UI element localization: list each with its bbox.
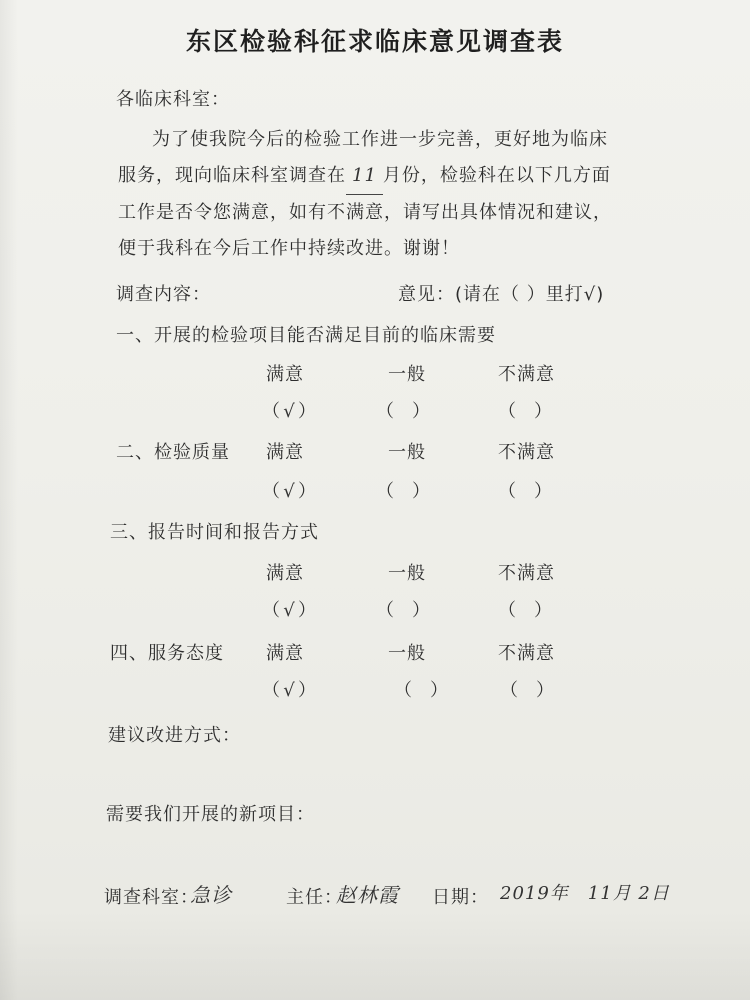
q1-option-average: 一般 — [388, 364, 426, 385]
paren-open: （ — [394, 680, 412, 701]
q2-checkbox-satisfied[interactable] — [262, 483, 316, 501]
paren-close: ） — [298, 680, 316, 701]
q2-option-satisfied: 满意 — [266, 442, 304, 463]
intro-line-1: 为了使我院今后的检验工作进一步完善，更好地为临床 — [152, 129, 608, 150]
q3-option-unsatisfied: 不满意 — [498, 563, 555, 584]
q3-checkbox-unsatisfied[interactable] — [498, 602, 552, 620]
paren-open: （ — [498, 600, 516, 621]
paren-open: （ — [262, 600, 280, 621]
survey-month-field[interactable]: 11 — [346, 158, 383, 195]
date-label: 日期： — [432, 887, 489, 908]
question-4-label: 四、服务态度 — [110, 643, 224, 664]
paren-close: ） — [534, 481, 552, 502]
salutation: 各临床科室： — [116, 89, 230, 110]
opinion-instruction: 意见：(请在（ ）里打√) — [398, 284, 605, 305]
new-projects-input-area[interactable] — [326, 806, 686, 866]
q2-option-unsatisfied: 不满意 — [498, 442, 555, 463]
q3-checkbox-satisfied[interactable] — [262, 602, 316, 620]
paren-open: （ — [376, 401, 394, 422]
intro-line-2-after: 月份，检验科在以下几方面 — [382, 165, 611, 186]
intro-paragraph — [118, 122, 638, 267]
paren-open: （ — [262, 401, 280, 422]
q1-option-satisfied: 满意 — [266, 364, 304, 385]
paren-close: ） — [298, 481, 316, 502]
q4-checkbox-unsatisfied[interactable] — [500, 682, 554, 700]
q4-checkbox-satisfied[interactable] — [262, 682, 316, 700]
director-label: 主任： — [286, 887, 343, 908]
dept-value-field[interactable]: 急诊 — [190, 883, 232, 907]
paren-open: （ — [498, 481, 516, 502]
intro-line-3: 工作是否令您满意，如有不满意，请写出具体情况和建议， — [118, 202, 612, 223]
paren-close: ） — [412, 401, 430, 422]
page-shadow-bottom — [0, 910, 750, 1000]
form-title: 东区检验科征求临床意见调查表 — [185, 27, 564, 56]
check-mark-icon: √ — [283, 600, 295, 621]
question-2-label: 二、检验质量 — [116, 442, 230, 463]
question-3-label: 三、报告时间和报告方式 — [110, 522, 319, 543]
paren-close: ） — [430, 680, 448, 701]
q1-checkbox-average[interactable] — [376, 403, 430, 421]
paren-close: ） — [412, 600, 430, 621]
improvement-label: 建议改进方式： — [108, 725, 241, 746]
improvement-input-area[interactable] — [246, 727, 666, 787]
q3-option-satisfied: 满意 — [266, 563, 304, 584]
q2-option-average: 一般 — [388, 442, 426, 463]
q4-checkbox-average[interactable] — [394, 682, 448, 700]
q4-option-unsatisfied: 不满意 — [498, 643, 555, 664]
paren-open: （ — [376, 481, 394, 502]
q2-checkbox-average[interactable] — [376, 483, 430, 501]
paren-close: ） — [412, 481, 430, 502]
q4-option-satisfied: 满意 — [266, 643, 304, 664]
director-signature[interactable]: 赵林霞 — [336, 883, 399, 907]
intro-line-4: 便于我科在今后工作中持续改进。谢谢！ — [118, 238, 460, 259]
paren-close: ） — [298, 600, 316, 621]
check-mark-icon: √ — [283, 401, 295, 422]
intro-line-2-before: 服务，现向临床科室调查在 — [118, 165, 346, 186]
paren-open: （ — [376, 600, 394, 621]
q3-option-average: 一般 — [388, 563, 426, 584]
intro-line-2 — [118, 158, 638, 195]
survey-content-label: 调查内容： — [116, 284, 211, 305]
question-1-label: 一、开展的检验项目能否满足目前的临床需要 — [116, 325, 496, 346]
paren-open: （ — [262, 680, 280, 701]
q1-checkbox-satisfied[interactable] — [262, 403, 316, 421]
date-value-field[interactable]: 2019年 11月 2日 — [500, 883, 670, 904]
q3-checkbox-average[interactable] — [376, 602, 430, 620]
paren-open: （ — [262, 481, 280, 502]
page-shadow-left — [0, 0, 18, 1000]
dept-label: 调查科室： — [104, 887, 199, 908]
new-projects-label: 需要我们开展的新项目： — [106, 804, 315, 825]
paren-open: （ — [500, 680, 518, 701]
q2-checkbox-unsatisfied[interactable] — [498, 483, 552, 501]
paren-close: ） — [534, 401, 552, 422]
q1-option-unsatisfied: 不满意 — [498, 364, 555, 385]
q4-option-average: 一般 — [388, 643, 426, 664]
paren-close: ） — [534, 600, 552, 621]
q1-checkbox-unsatisfied[interactable] — [498, 403, 552, 421]
paren-open: （ — [498, 401, 516, 422]
check-mark-icon: √ — [283, 680, 295, 701]
paren-close: ） — [298, 401, 316, 422]
check-mark-icon: √ — [283, 481, 295, 502]
paren-close: ） — [536, 680, 554, 701]
